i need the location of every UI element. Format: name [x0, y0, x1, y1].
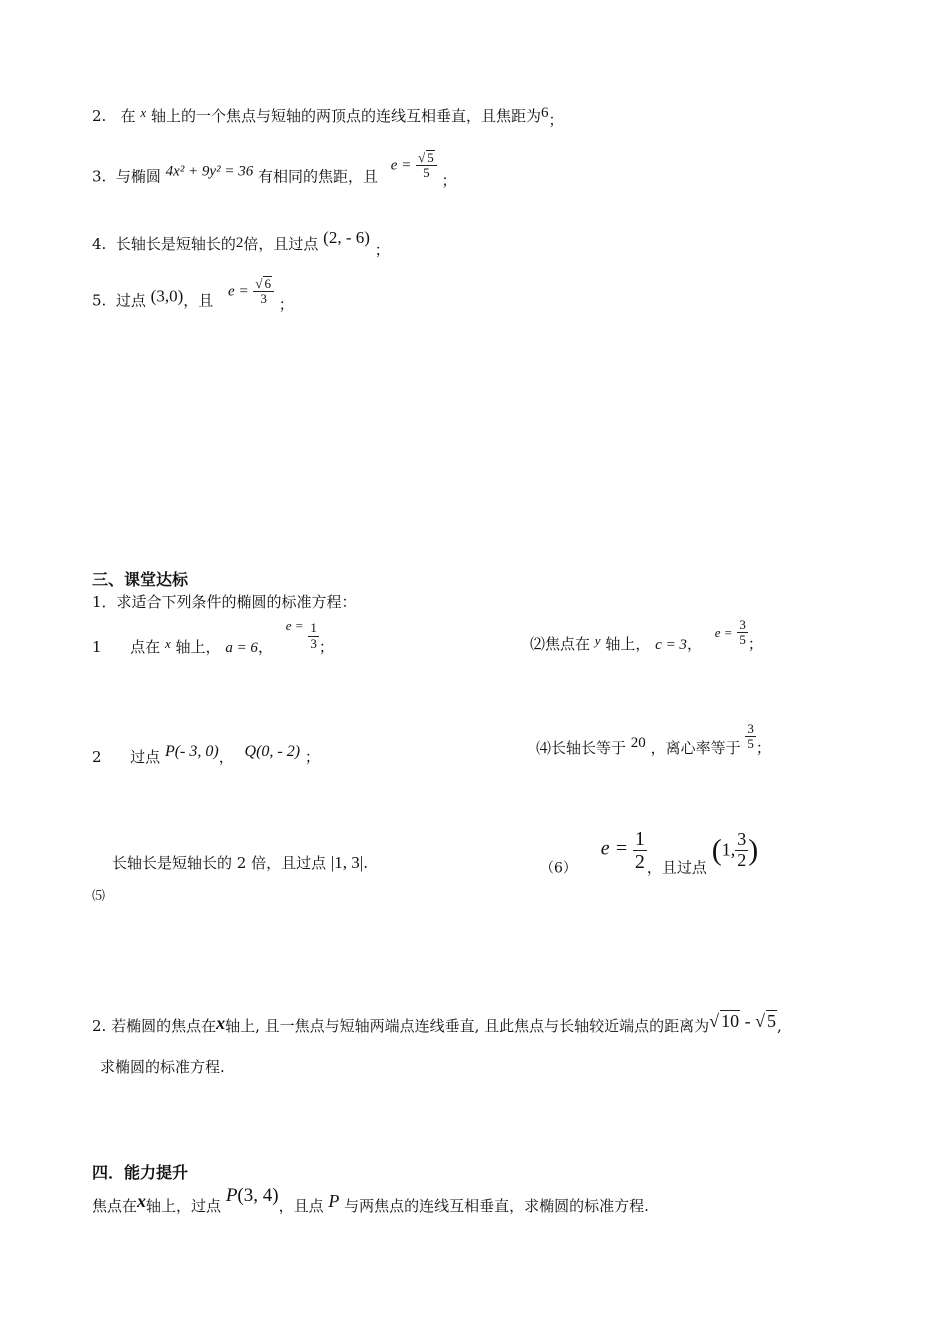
fraction: $\frac{1}{2}$: [634, 828, 645, 873]
item-5: 长轴长是短轴长的 2 倍，且过点 |1, 3|.: [112, 853, 368, 872]
question-3: 3. 与椭圆 4x² + 9y² = 36 有相同的焦距，且 e = $\frac{√ 5}{5}$ ；: [92, 150, 457, 190]
point: (1, $\frac{3}{2}$ ): [711, 829, 759, 870]
fraction: $\frac{√ 5}{5}$: [416, 150, 437, 181]
eccentricity: e = $\frac{1}{3}$: [285, 618, 317, 651]
eccentricity: e = $\frac{√ 5}{5}$: [391, 150, 437, 181]
fraction: $\frac{3}{5}$: [739, 617, 746, 648]
section-heading: 四．能力提升: [92, 1163, 189, 1182]
ability-question: 焦点在x轴上，过点 P(3, 4)，且点 P 与两焦点的连线互相垂直，求椭圆的标准方程.: [92, 1185, 649, 1215]
point: (2, - 6): [323, 228, 370, 247]
question-2-line2: 求椭圆的标准方程.: [100, 1058, 225, 1076]
fraction: $\frac{1}{3}$: [310, 620, 317, 651]
eccentricity: e = $\frac{3}{5}$: [714, 617, 746, 648]
math-var-x: x: [140, 105, 147, 120]
item-3: 2 过点 P(- 3, 0)， Q(0, - 2) ；: [92, 743, 320, 766]
item-2: ⑵焦点在 y 轴上， c = 3， e = $\frac{3}{5}$ ；: [530, 617, 763, 653]
radical-expression: √ 10 - √ 5: [709, 1011, 776, 1031]
item-1: 1 点在 x 轴上， a = 6， e = $\frac{1}{3}$ ；: [92, 618, 334, 656]
ellipse-equation: 4x² + 9y² = 36: [165, 163, 254, 180]
question-2-section3: 2. 若椭圆的焦点在x轴上, 且一焦点与短轴两端点连线垂直, 且此焦点与长轴较近端点的距离为√ 10 - √ 5,: [92, 1011, 782, 1035]
eccentricity: e = $\frac{√ 6}{3}$: [228, 276, 274, 307]
fraction: $\frac{3}{5}$: [747, 721, 754, 752]
question-4: 4. 长轴长是短轴长的2倍，且过点 (2, - 6) ；: [92, 228, 390, 259]
point-p: P(- 3, 0): [164, 743, 219, 760]
fraction: $\frac{√ 6}{3}$: [253, 276, 274, 307]
item-6: （6） e = $\frac{1}{2}$ ，且过点 (1, $\frac{3}{2}$ ): [540, 828, 759, 877]
item-4: ⑷长轴长等于 20 ，离心率等于 $\frac{3}{5}$ ；: [536, 721, 771, 757]
point: (3,0): [150, 286, 184, 306]
question-2: 2. 在 x 轴上的一个焦点与短轴的两顶点的连线互相垂直，且焦距为6；: [92, 105, 564, 129]
point: |1, 3|: [330, 853, 364, 872]
item-5-label: ⑸: [92, 889, 106, 904]
question-5: 5. 过点 (3,0)，且 e = $\frac{√ 6}{3}$ ；: [92, 276, 294, 314]
point-q: Q(0, - 2): [244, 743, 301, 760]
section-heading: 三、课堂达标: [92, 570, 189, 589]
section-intro: 1．求适合下列条件的椭圆的标准方程：: [92, 593, 357, 611]
question-number: 2.: [92, 107, 107, 125]
